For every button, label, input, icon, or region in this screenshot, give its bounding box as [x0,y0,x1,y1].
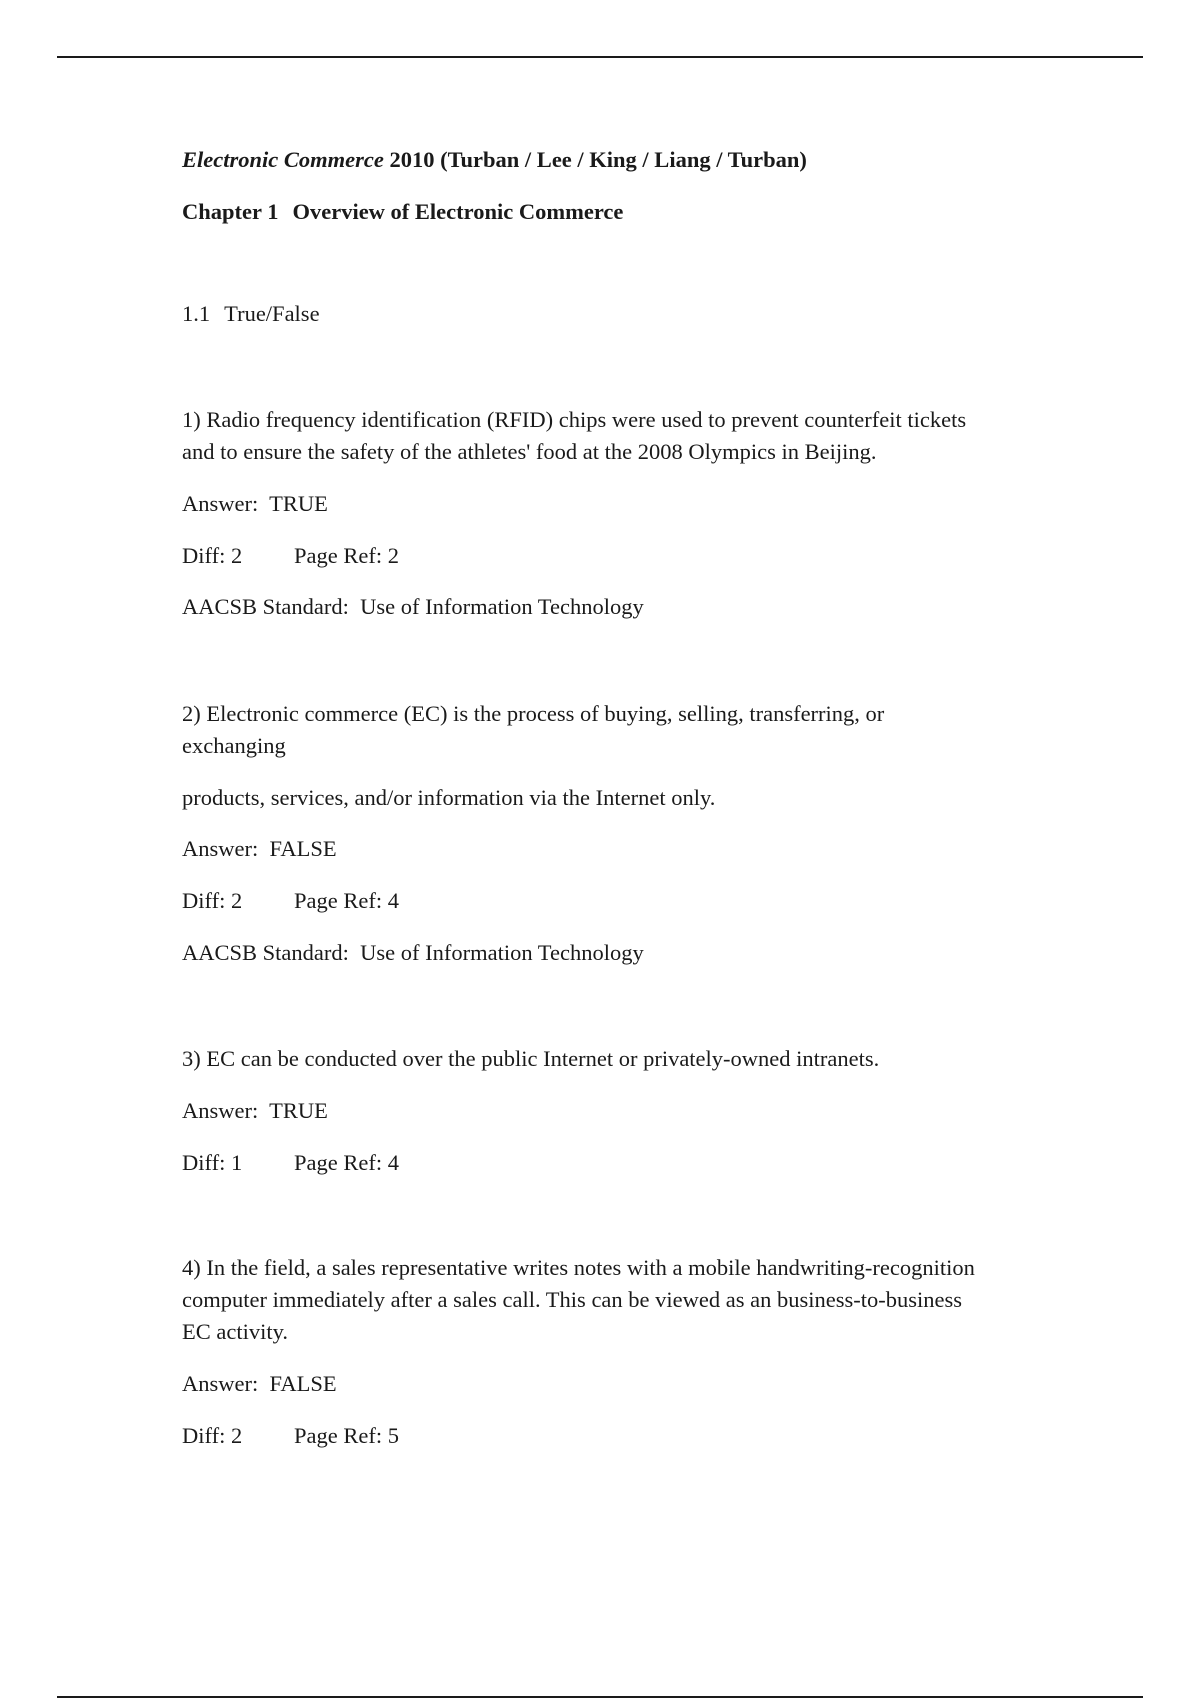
chapter-title: Overview of Electronic Commerce [292,199,624,224]
aacsb-value: Use of Information Technology [360,940,644,965]
answer-label: Answer: [182,1098,259,1123]
bottom-rule [57,1696,1143,1698]
aacsb-value: Use of Information Technology [360,594,644,619]
question-text-line: products, services, and/or information via the Internet only. [182,785,716,810]
page-ref-label: Page Ref: [294,1150,383,1175]
question-text-line: 4) In the field, a sales representative writes notes with a mobile handwriting-recognition [182,1255,975,1280]
diff-label: Diff: [182,1150,226,1175]
answer-label: Answer: [182,1371,259,1396]
page-ref-label: Page Ref: [294,543,383,568]
aacsb-line [182,591,644,623]
book-title: Electronic Commerce [182,147,384,172]
answer-line [182,1368,337,1400]
question-text-line: 3) EC can be conducted over the public Internet or privately-owned intranets. [182,1046,880,1071]
question-text-line: and to ensure the safety of the athletes' food at the 2008 Olympics in Beijing. [182,439,877,464]
answer-line [182,488,328,520]
section-title: True/False [224,301,320,326]
page-ref-value: 4 [387,888,399,913]
answer-line [182,1095,328,1127]
diff-label: Diff: [182,1423,226,1448]
diff-value: 2 [230,888,243,913]
answer-value: FALSE [269,836,337,861]
aacsb-label: AACSB Standard: [182,940,349,965]
page-ref-label: Page Ref: [294,1423,383,1448]
question-text-line: EC activity. [182,1319,289,1344]
top-rule [57,56,1143,58]
answer-line [182,833,337,865]
question-text-line: 2) Electronic commerce (EC) is the process of buying, selling, transferring, or [182,701,885,726]
book-edition-authors: 2010 (Turban / Lee / King / Liang / Turban) [383,147,807,172]
diff-label: Diff: [182,543,226,568]
page-ref-value: 5 [387,1423,399,1448]
answer-value: TRUE [269,491,328,516]
question-text-line: 1) Radio frequency identification (RFID) chips were used to prevent counterfeit tickets [182,407,967,432]
question-text-line: computer immediately after a sales call. This can be viewed as an business-to-business [182,1287,962,1312]
chapter-heading [182,196,623,228]
page-ref-label: Page Ref: [294,888,383,913]
page-ref-value: 4 [387,1150,399,1175]
book-heading [182,144,807,176]
question-text-line: exchanging [182,733,286,758]
answer-value: TRUE [269,1098,328,1123]
diff-label: Diff: [182,888,226,913]
section-number: 1.1 [182,301,211,326]
answer-value: FALSE [269,1371,337,1396]
diff-value: 2 [230,543,243,568]
diff-line [182,1147,399,1179]
aacsb-label: AACSB Standard: [182,594,349,619]
diff-line [182,1420,399,1452]
answer-label: Answer: [182,491,259,516]
diff-line [182,885,399,917]
diff-line [182,540,399,572]
section-heading [182,298,320,330]
diff-value: 1 [230,1150,243,1175]
answer-label: Answer: [182,836,259,861]
diff-value: 2 [230,1423,243,1448]
chapter-number: Chapter 1 [182,199,279,224]
aacsb-line [182,937,644,969]
page-ref-value: 2 [387,543,399,568]
